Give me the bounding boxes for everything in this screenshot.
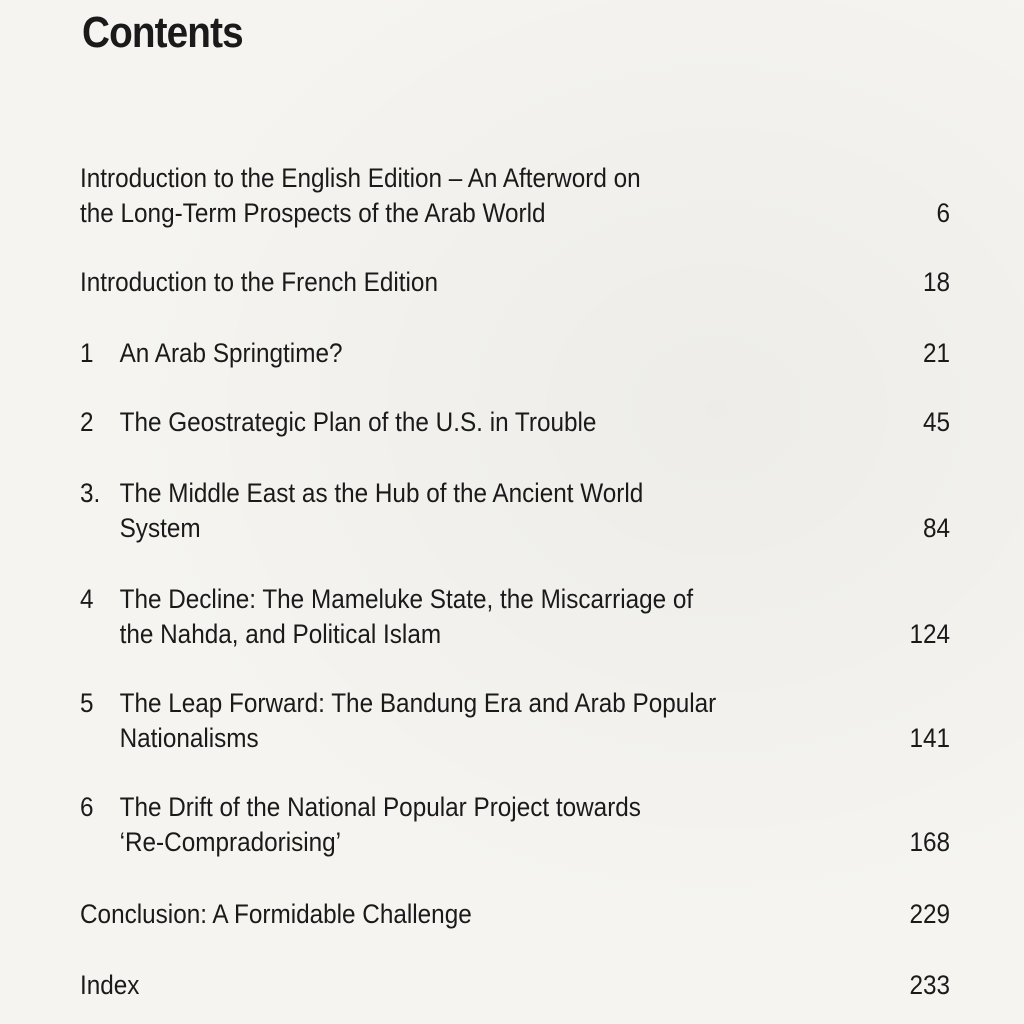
toc-entry-title-line: System — [119, 513, 201, 543]
toc-entry-chapter-2 — [80, 405, 950, 440]
toc-entry-chapter-3 — [80, 476, 950, 546]
chapter-number: 2 — [80, 407, 94, 437]
chapter-number: 1 — [80, 338, 94, 368]
toc-page-number: 45 — [922, 407, 950, 437]
toc-entry-title-line: Introduction to the French Edition — [80, 267, 438, 297]
toc-entry-intro-english — [80, 161, 950, 231]
toc-page-number: 141 — [909, 723, 950, 753]
page-title: Contents — [82, 8, 243, 57]
toc-entry-index — [80, 968, 950, 1003]
toc-entry-chapter-5 — [80, 686, 950, 756]
toc-page-number: 84 — [922, 513, 950, 543]
toc-entry-title-line: ‘Re-Compradorising’ — [119, 827, 342, 857]
toc-entry-title-line: The Middle East as the Hub of the Ancient World — [119, 478, 644, 508]
toc-entry-conclusion — [80, 897, 950, 932]
toc-entry-title-line: Index — [80, 970, 140, 1000]
toc-entry-title-line: Nationalisms — [119, 723, 259, 753]
toc-entry-title-line: Introduction to the English Edition – An Afterword on — [80, 163, 641, 193]
toc-entry-title-line: The Drift of the National Popular Project towards — [119, 792, 641, 822]
chapter-number: 6 — [80, 792, 94, 822]
toc-entry-intro-french — [80, 265, 950, 300]
toc-page-number: 233 — [909, 970, 950, 1000]
chapter-number: 5 — [80, 688, 94, 718]
toc-entry-chapter-1 — [80, 336, 950, 371]
toc-entry-chapter-6 — [80, 790, 950, 860]
toc-page-number: 124 — [909, 619, 950, 649]
toc-entry-title-line: Conclusion: A Formidable Challenge — [80, 899, 472, 929]
toc-entry-title-line: the Long-Term Prospects of the Arab World — [80, 198, 546, 228]
toc-page-number: 18 — [922, 267, 950, 297]
toc-entry-title-line: the Nahda, and Political Islam — [119, 619, 442, 649]
toc-page-number: 21 — [922, 338, 950, 368]
toc-entry-title-line: An Arab Springtime? — [119, 338, 343, 368]
toc-page-number: 168 — [909, 827, 950, 857]
toc-entry-title-line: The Leap Forward: The Bandung Era and Arab Popular — [119, 688, 717, 718]
toc-page-number: 6 — [936, 198, 950, 228]
toc-entry-title-line: The Decline: The Mameluke State, the Miscarriage of — [119, 584, 694, 614]
chapter-number: 3. — [80, 478, 101, 508]
toc-page-number: 229 — [909, 899, 950, 929]
chapter-number: 4 — [80, 584, 94, 614]
toc-entry-chapter-4 — [80, 582, 950, 652]
toc-entry-title-line: The Geostrategic Plan of the U.S. in Trouble — [119, 407, 597, 437]
